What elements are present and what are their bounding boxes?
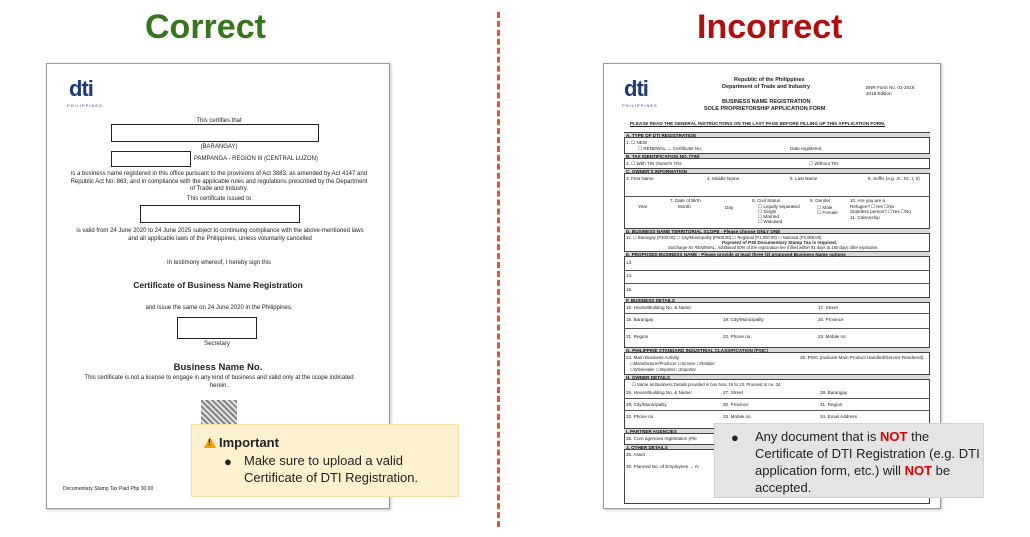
field-f17: 17. Street bbox=[818, 305, 838, 310]
form-number: BNR Form No. 01-2016 bbox=[866, 85, 915, 90]
form-title-1: BUSINESS NAME REGISTRATION bbox=[722, 99, 811, 105]
field-f23: 23. Mobile no. bbox=[818, 334, 847, 339]
disclaimer-text: This certificate is not a license to engage in any kind of business and valid only at the scope indicated herein. bbox=[84, 375, 354, 389]
row-line bbox=[624, 270, 930, 271]
issued-to-text: This certificate issued to bbox=[186, 196, 252, 202]
field-f20: 20. Province bbox=[818, 317, 844, 322]
field-day: Day bbox=[725, 205, 734, 210]
field-h30: 30. Province bbox=[723, 402, 749, 407]
row-line bbox=[624, 313, 930, 314]
signature-field bbox=[177, 317, 257, 339]
department-text: Department of Trade and Industry bbox=[722, 84, 811, 90]
field-separated: ☐ Legally separated bbox=[758, 204, 800, 209]
field-scope: 12. ☐ Barangay (P200.00) ☐ City/Municipality (P500.00) ☐ Regional (P1,000.00) ☐ National (P2,000.00) bbox=[626, 235, 822, 240]
row-line bbox=[624, 410, 930, 411]
field-date-registered: Date registered bbox=[790, 146, 822, 151]
field-month: Month bbox=[678, 204, 691, 209]
registration-paragraph: is a business name registered in this office pursuant to the provisions of Act 3883, as amended by Act 4147 and Republic Act No. 863, and in compliance with the applicable rules and regulations prescribed by the Department of Trade and Industry. bbox=[70, 171, 368, 192]
field-g-types-1: ☐Manufacturer/Producer ☐Service ☐Retailer bbox=[630, 361, 715, 366]
dti-logo-subtext: PHILIPPINES bbox=[622, 103, 658, 108]
field-refugee-label: 10. Are you are a bbox=[850, 198, 885, 203]
row-line bbox=[624, 328, 930, 329]
important-title: !Important bbox=[204, 435, 279, 450]
field-year: Year bbox=[638, 204, 648, 209]
form-title-2: SOLE PROPRIETORSHIP APPLICATION FORM bbox=[704, 106, 826, 112]
field-g25: 25. PSIC (Indicate Main Product Handled/Service Rendered) bbox=[800, 355, 924, 360]
region-text: PAMPANGA - REGION III (CENTRAL LUZON) bbox=[194, 156, 318, 162]
stamp-tax-text: Documentary Stamp Tax Paid Php 30.00 bbox=[63, 486, 154, 492]
field-f16: 16. House/Building No. & Name: bbox=[626, 305, 693, 310]
section-f: F. BUSINESS DETAILS bbox=[624, 297, 930, 303]
certificate-title: Certificate of Business Name Registration bbox=[133, 280, 303, 290]
important-note bbox=[191, 424, 459, 497]
field-first-name: 3. First Name bbox=[626, 176, 654, 181]
section-j: J. OTHER DETAILS bbox=[624, 444, 930, 450]
field-bn-13: 13. bbox=[626, 260, 633, 265]
field-male: ☐ Male bbox=[817, 205, 833, 210]
field-g-types-2: ☐Wholesaler ☐Importer ☐Exporter bbox=[630, 367, 696, 372]
instructions-text: PLEASE READ THE GENERAL INSTRUCTIONS ON THE LAST PAGE BEFORE FILLING UP THIS APPLICATION FORM. bbox=[630, 121, 886, 126]
field-female: ☐ Female bbox=[817, 210, 838, 215]
row-line bbox=[624, 283, 930, 284]
row-line bbox=[624, 398, 930, 399]
dti-logo: dti bbox=[624, 76, 648, 101]
heading-correct: Correct bbox=[145, 8, 266, 46]
section-c: C. OWNER'S INFORMATION bbox=[624, 168, 930, 174]
field-bn-14: 14. bbox=[626, 273, 633, 278]
field-gender: 9. Gender bbox=[810, 198, 831, 203]
heading-incorrect: Incorrect bbox=[697, 8, 843, 46]
barangay-label: (BARANGAY) bbox=[200, 144, 238, 150]
field-h29: 29. City/Municipality bbox=[626, 402, 667, 407]
dti-logo-subtext: PHILIPPINES bbox=[67, 103, 103, 108]
dti-logo: dti bbox=[69, 76, 93, 101]
field-j36: 36. Asset bbox=[626, 452, 645, 457]
field-with-tin: 2. ☐ With TIN Owner's TIN: bbox=[626, 161, 683, 166]
section-g: G. PHILIPPINE STANDARD INDUSTRIAL CLASSIFICATION (PSIC) bbox=[624, 347, 930, 353]
field-h28: 28. Barangay bbox=[820, 390, 848, 395]
bullet-icon: ● bbox=[731, 430, 739, 445]
validity-paragraph: is valid from 24 June 2020 to 24 June 2025 subject to continuing compliance with the above-mentioned laws and all applicable laws of the Philippines, unless voluntarily cancelled bbox=[76, 228, 364, 242]
field-civil-status: 8. Civil Status bbox=[752, 198, 781, 203]
form-edition: 2016 Edition bbox=[866, 91, 892, 96]
row-line bbox=[624, 196, 930, 197]
field-stateless: Stateless person? ☐Yes ☐No bbox=[850, 209, 911, 214]
field-h27: 27. Street bbox=[723, 390, 743, 395]
field-renewal: ☐ RENEWAL → Certificate No. bbox=[638, 146, 703, 151]
field-h26: 26. House/Building No. & Name: bbox=[626, 390, 693, 395]
secretary-label: Secretary bbox=[204, 341, 230, 347]
section-e: E. PROPOSED BUSINESS NAME - Please provide at least three (3) proposed Business Name options bbox=[624, 251, 930, 257]
owner-name-field bbox=[111, 124, 319, 142]
field-surcharge: Surcharge for RENEWAL: Additional 50% of the registration fee if filed within 91 days to 180 days after expiration. bbox=[668, 245, 879, 250]
section-b: B. TAX IDENTIFICATION NO. (TIN) bbox=[624, 153, 930, 159]
section-h: H. OWNER DETAILS bbox=[624, 374, 930, 380]
issue-date-text: and issue the same on 24 June 2020 in the Philippines. bbox=[145, 305, 293, 311]
divider bbox=[497, 12, 500, 527]
republic-text: Republic of the Philippines bbox=[734, 77, 805, 83]
testimony-text: In testimony whereof, I hereby sign this bbox=[166, 260, 272, 266]
section-d: D. BUSINESS NAME TERRITORIAL SCOPE - Please choose ONLY ONE bbox=[624, 228, 930, 234]
field-without-tin: ☐ Without TIN bbox=[809, 161, 839, 166]
field-single: ☐ Single bbox=[758, 209, 777, 214]
field-widowed: ☐ Widowed bbox=[758, 219, 783, 224]
field-dob: 7. Date of Birth bbox=[670, 198, 701, 203]
field-g24: 24. Main Business Activity bbox=[626, 355, 680, 360]
field-bn-15: 15. bbox=[626, 287, 633, 292]
field-j39: 39. Planned No. of Employees → N bbox=[626, 464, 699, 469]
field-stamp-tax: Payment of P30 Documentary Stamp Tax is required. bbox=[722, 240, 838, 245]
field-f19: 19. City/Municipality bbox=[723, 317, 764, 322]
section-i: I. PARTNER AGENCIES bbox=[624, 428, 930, 434]
field-middle-name: 4. Middle Name bbox=[707, 176, 740, 181]
field-h-same: ☐ Same as Business Details provided in box Nos. 16 to 23. Proceed to no. 34 bbox=[632, 382, 781, 387]
business-name-field bbox=[140, 205, 300, 223]
not-emphasis: NOT bbox=[880, 429, 908, 444]
incorrect-note-text: Any document that is NOT the Certificate of DTI Registration (e.g. DTI application form, etc.) will NOT be accepted. bbox=[755, 429, 980, 495]
field-f22: 22. Phone no. bbox=[723, 334, 752, 339]
warning-icon bbox=[204, 437, 216, 448]
field-h34: 34. Email Address bbox=[820, 414, 858, 419]
section-a: A. TYPE OF DTI REGISTRATION bbox=[624, 132, 930, 138]
incorrect-note bbox=[714, 423, 984, 498]
field-last-name: 5. Last Name bbox=[790, 176, 818, 181]
not-emphasis: NOT bbox=[904, 463, 933, 478]
field-h31: 31. Region bbox=[820, 402, 843, 407]
business-name-number: Business Name No. bbox=[173, 362, 263, 373]
field-i35: 35. Core agencies registration (Ple bbox=[626, 436, 697, 441]
field-f21: 21. Region bbox=[626, 334, 649, 339]
field-h33: 33. Mobile no. bbox=[723, 414, 752, 419]
municipality-field bbox=[111, 151, 191, 167]
field-new: 1. ☐ NEW bbox=[626, 140, 648, 145]
field-suffix: 6. Suffix (e.g. Jr., Sr., I, II) bbox=[868, 176, 920, 181]
bullet-icon: ● bbox=[224, 454, 232, 469]
field-f18: 18. Barangay bbox=[626, 317, 654, 322]
field-refugee: Refugee? ☐Yes ☐No bbox=[850, 204, 895, 209]
important-bullet-text: Make sure to upload a valid Certificate of DTI Registration. bbox=[244, 453, 419, 485]
field-married: ☐ Married bbox=[758, 214, 779, 219]
field-citizenship: 11. Citizenship bbox=[850, 215, 880, 220]
certifies-text: This certifies that bbox=[196, 118, 242, 124]
field-h32: 32. Phone no. bbox=[626, 414, 655, 419]
